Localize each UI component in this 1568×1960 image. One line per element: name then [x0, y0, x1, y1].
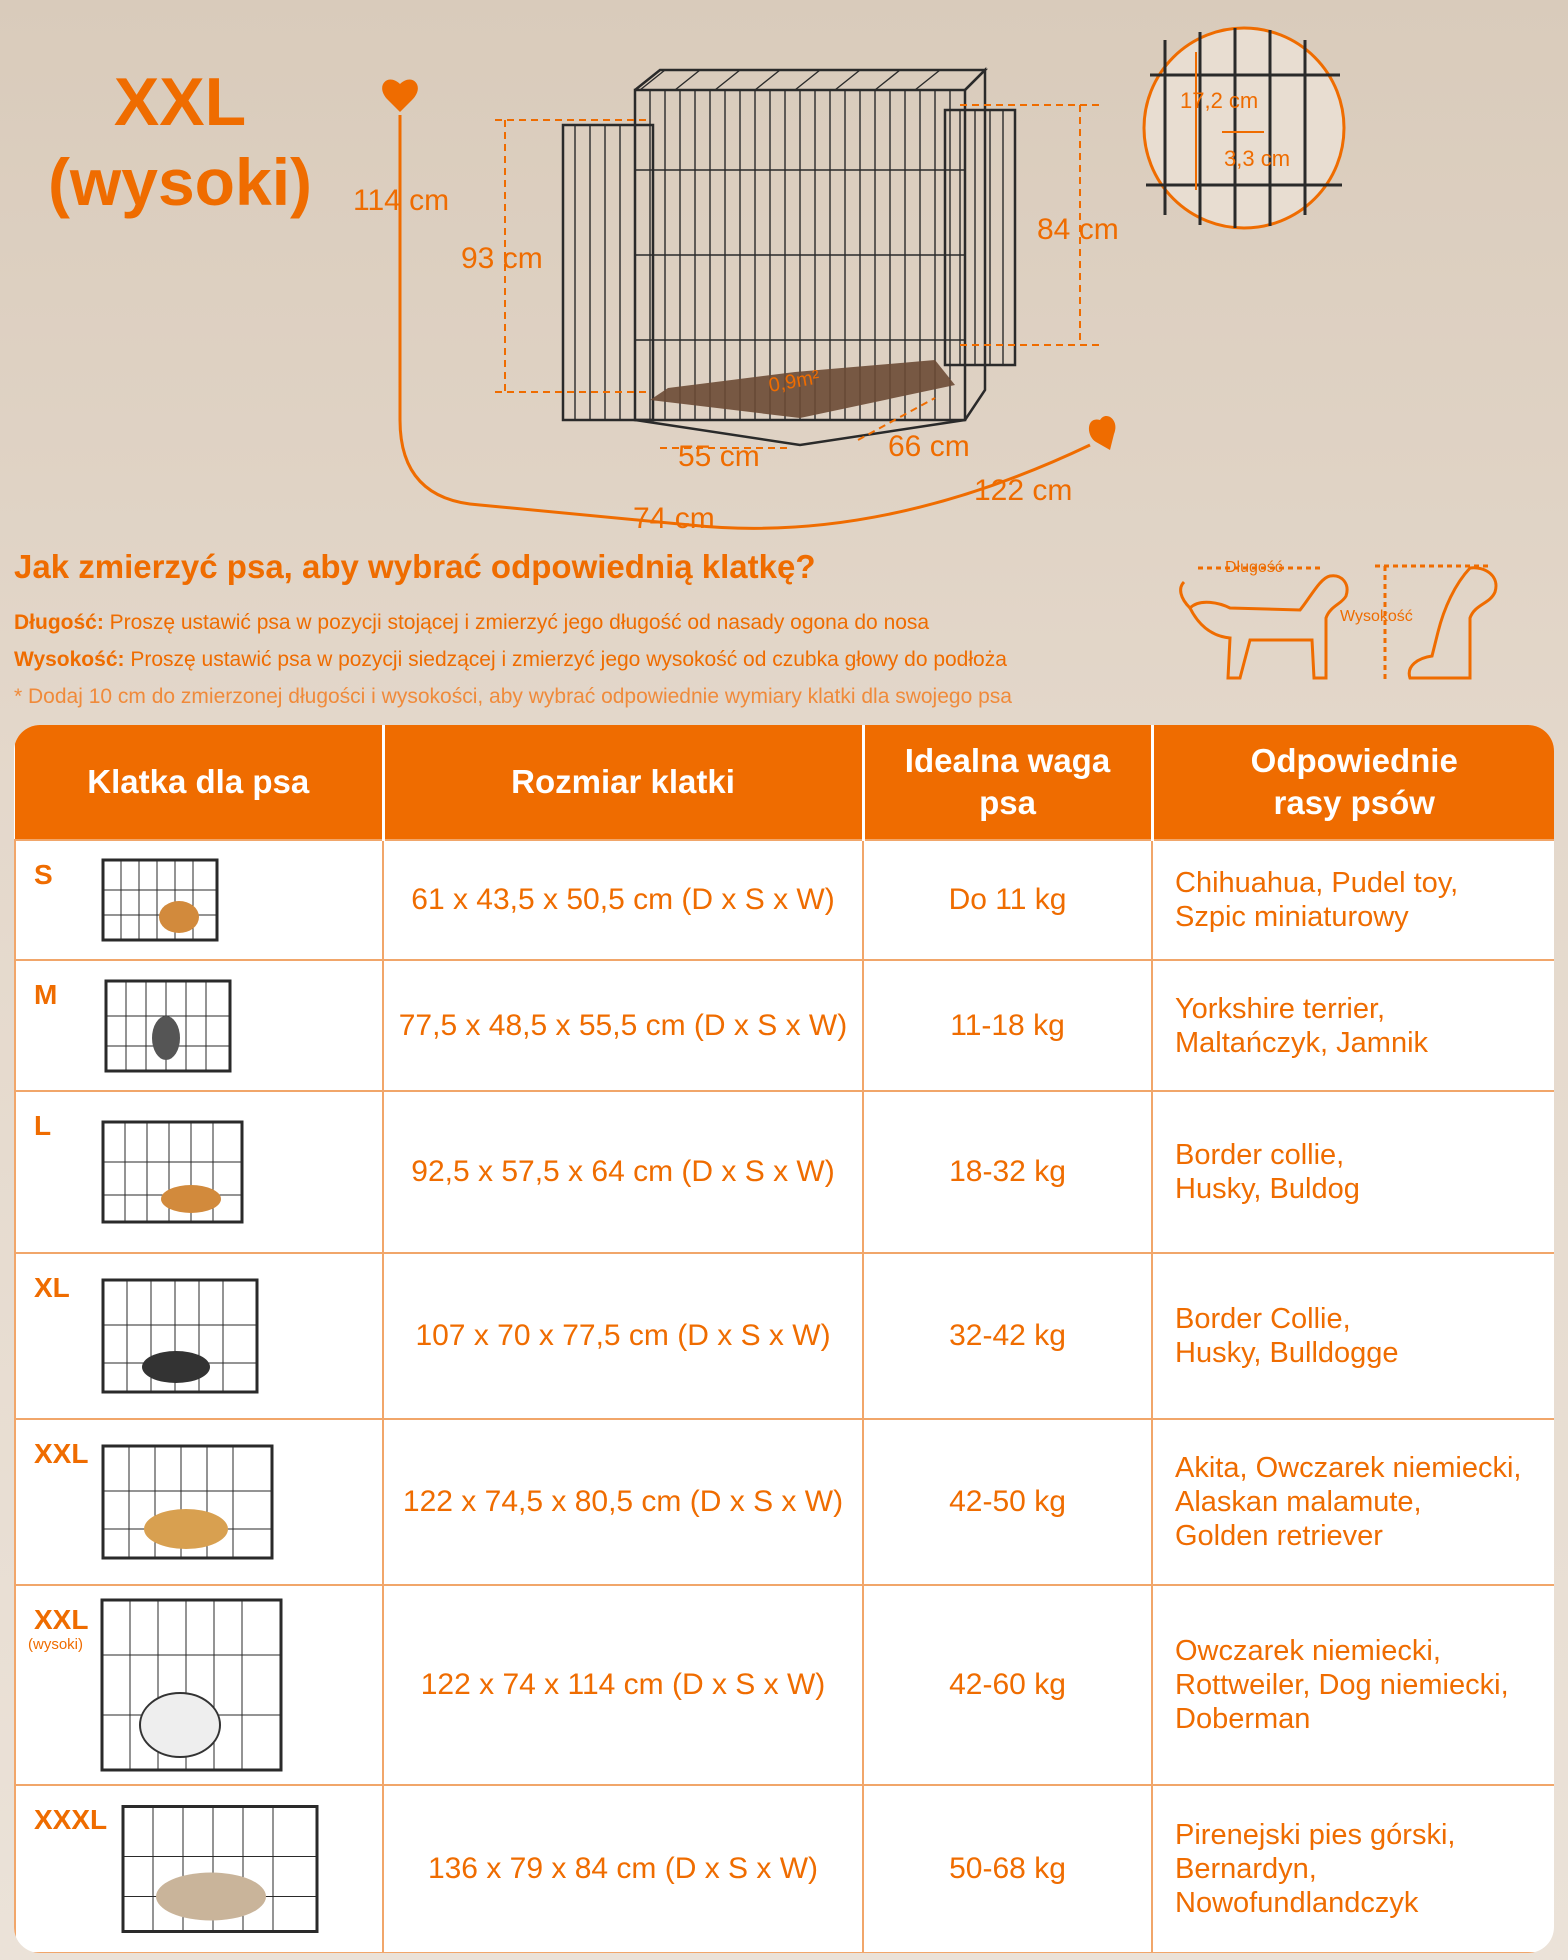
table-row — [15, 1785, 1554, 1953]
size-cell — [15, 1585, 383, 1785]
measure-height-info — [14, 648, 1007, 672]
dim-length: 122 cm — [974, 474, 1073, 507]
measure-note: * Dodaj 10 cm do zmierzonej długości i wysokości, aby wybrać odpowiednie wymiary klatki dla swojego psa — [14, 685, 1012, 708]
measure-guide-title: Jak zmierzyć psa, aby wybrać odpowiednią klatkę? — [14, 548, 816, 585]
dim-door-height: 93 cm — [461, 242, 543, 275]
table-row — [15, 1091, 1554, 1253]
breed-line: Doberman — [1175, 1703, 1311, 1735]
breed-line: Border Collie, — [1175, 1303, 1351, 1335]
dim-door-width: 55 cm — [678, 440, 760, 473]
size-cell — [15, 1253, 383, 1419]
cage-dimensions: 122 x 74 x 114 cm (D x S x W) — [383, 1585, 863, 1785]
dog-breeds — [1152, 840, 1554, 960]
table-row — [15, 840, 1554, 960]
size-label: XXXL — [34, 1804, 108, 1835]
header-weight: Idealna waga psa — [863, 725, 1152, 840]
dim-width: 74 cm — [633, 502, 715, 535]
size-label-sub: (wysoki) — [28, 1636, 83, 1653]
cage-dimensions: 77,5 x 48,5 x 55,5 cm (D x S x W) — [383, 960, 863, 1091]
dog-weight: 18-32 kg — [863, 1091, 1152, 1253]
size-cell — [15, 1785, 383, 1953]
size-label — [28, 1604, 89, 1653]
dog-height-label: Wysokość — [1340, 608, 1413, 625]
cage-thumbnail-icon — [104, 976, 234, 1076]
measure-height-label: Wysokość: — [14, 648, 125, 671]
breed-line: Yorkshire terrier, — [1175, 992, 1386, 1025]
breed-line: Pirenejski pies górski, — [1175, 1819, 1456, 1851]
dog-weight: 11-18 kg — [863, 960, 1152, 1091]
dog-measure-icons — [1170, 548, 1520, 688]
dim-side-door-height: 84 cm — [1037, 213, 1119, 246]
cage-dimensions: 107 x 70 x 77,5 cm (D x S x W) — [383, 1253, 863, 1419]
cage-dimensions: 122 x 74,5 x 80,5 cm (D x S x W) — [383, 1419, 863, 1585]
breed-line: Husky, Bulldogge — [1175, 1337, 1399, 1369]
hero-cage-diagram — [0, 0, 1568, 560]
dog-breeds — [1152, 1253, 1554, 1419]
cage-dimensions: 136 x 79 x 84 cm (D x S x W) — [383, 1785, 863, 1953]
dog-weight: 32-42 kg — [863, 1253, 1152, 1419]
breed-line: Szpic miniaturowy — [1175, 901, 1409, 933]
breed-line: Chihuahua, Pudel toy, — [1175, 867, 1459, 899]
dog-weight: 42-60 kg — [863, 1585, 1152, 1785]
cage-thumbnail-icon — [101, 855, 221, 945]
table-row — [15, 1419, 1554, 1585]
cage-thumbnail-icon — [100, 1595, 285, 1775]
table-row — [15, 960, 1554, 1091]
size-label-main: XXL — [34, 1604, 89, 1635]
dog-breeds — [1152, 1585, 1554, 1785]
breed-line: Border collie, — [1175, 1139, 1345, 1171]
breed-line: Nowofundlandczyk — [1175, 1887, 1419, 1919]
cage-dimensions: 92,5 x 57,5 x 64 cm (D x S x W) — [383, 1091, 863, 1253]
breed-line: Akita, Owczarek niemiecki, — [1175, 1452, 1522, 1484]
breed-line: Husky, Buldog — [1175, 1173, 1360, 1205]
cage-thumbnail-icon — [101, 1117, 246, 1227]
dim-bar-spacing: 17,2 cm — [1180, 88, 1259, 113]
table-row — [15, 1253, 1554, 1419]
size-cell — [15, 1091, 383, 1253]
size-cell — [15, 1419, 383, 1585]
heart-arrow-icon — [1089, 416, 1116, 450]
breed-line: Maltańczyk, Jamnik — [1175, 1026, 1429, 1059]
measure-length-text: Proszę ustawić psa w pozycji stojącej i zmierzyć jego długość od nasady ogona do nosa — [103, 611, 930, 634]
dim-side-door-width: 66 cm — [888, 430, 970, 463]
header-size: Rozmiar klatki — [383, 725, 863, 840]
breed-line: Alaskan malamute, — [1175, 1486, 1422, 1518]
measure-length-label: Długość: — [14, 611, 104, 634]
breed-line: Owczarek niemiecki, — [1175, 1635, 1441, 1667]
dog-breeds — [1152, 1785, 1554, 1953]
size-label: M — [34, 979, 58, 1010]
dog-standing-icon — [1181, 568, 1347, 678]
cage-dimensions: 61 x 43,5 x 50,5 cm (D x S x W) — [383, 840, 863, 960]
size-cell — [15, 840, 383, 960]
header-cage: Klatka dla psa — [15, 725, 383, 840]
cage-thumbnail-icon — [121, 1802, 321, 1937]
size-title-line1: XXL — [113, 64, 247, 140]
tray-area-label: 0,9m² — [767, 366, 822, 397]
size-label: S — [34, 859, 53, 890]
dog-weight: 42-50 kg — [863, 1419, 1152, 1585]
dog-breeds — [1152, 960, 1554, 1091]
table-row — [15, 1585, 1554, 1785]
dim-total-height: 114 cm — [353, 184, 450, 217]
header-breeds: Odpowiednie rasy psów — [1152, 725, 1554, 840]
dog-breeds — [1152, 1419, 1554, 1585]
breed-line: Golden retriever — [1175, 1520, 1383, 1552]
cage-thumbnail-icon — [101, 1275, 261, 1397]
measure-height-text: Proszę ustawić psa w pozycji siedzącej i zmierzyć jego wysokość od czubka głowy do podłoża — [124, 648, 1007, 671]
zoom-circle-icon — [1144, 28, 1344, 228]
size-cell — [15, 960, 383, 1091]
dog-weight: Do 11 kg — [863, 840, 1152, 960]
dog-weight: 50-68 kg — [863, 1785, 1152, 1953]
measure-length-info — [14, 611, 929, 635]
dog-breeds — [1152, 1091, 1554, 1253]
size-label: XL — [34, 1272, 70, 1303]
heart-arrow-icon — [382, 79, 418, 112]
size-table — [14, 725, 1554, 1953]
size-label: XXL — [34, 1438, 89, 1469]
cage-thumbnail-icon — [101, 1441, 276, 1563]
breed-line: Bernardyn, — [1175, 1853, 1317, 1885]
size-label: L — [34, 1110, 52, 1141]
dog-length-label: Długość — [1225, 559, 1283, 576]
size-title-line2: (wysoki) — [47, 145, 313, 219]
dim-bar-gap: 3,3 cm — [1224, 146, 1291, 171]
breed-line: Rottweiler, Dog niemiecki, — [1175, 1669, 1509, 1701]
